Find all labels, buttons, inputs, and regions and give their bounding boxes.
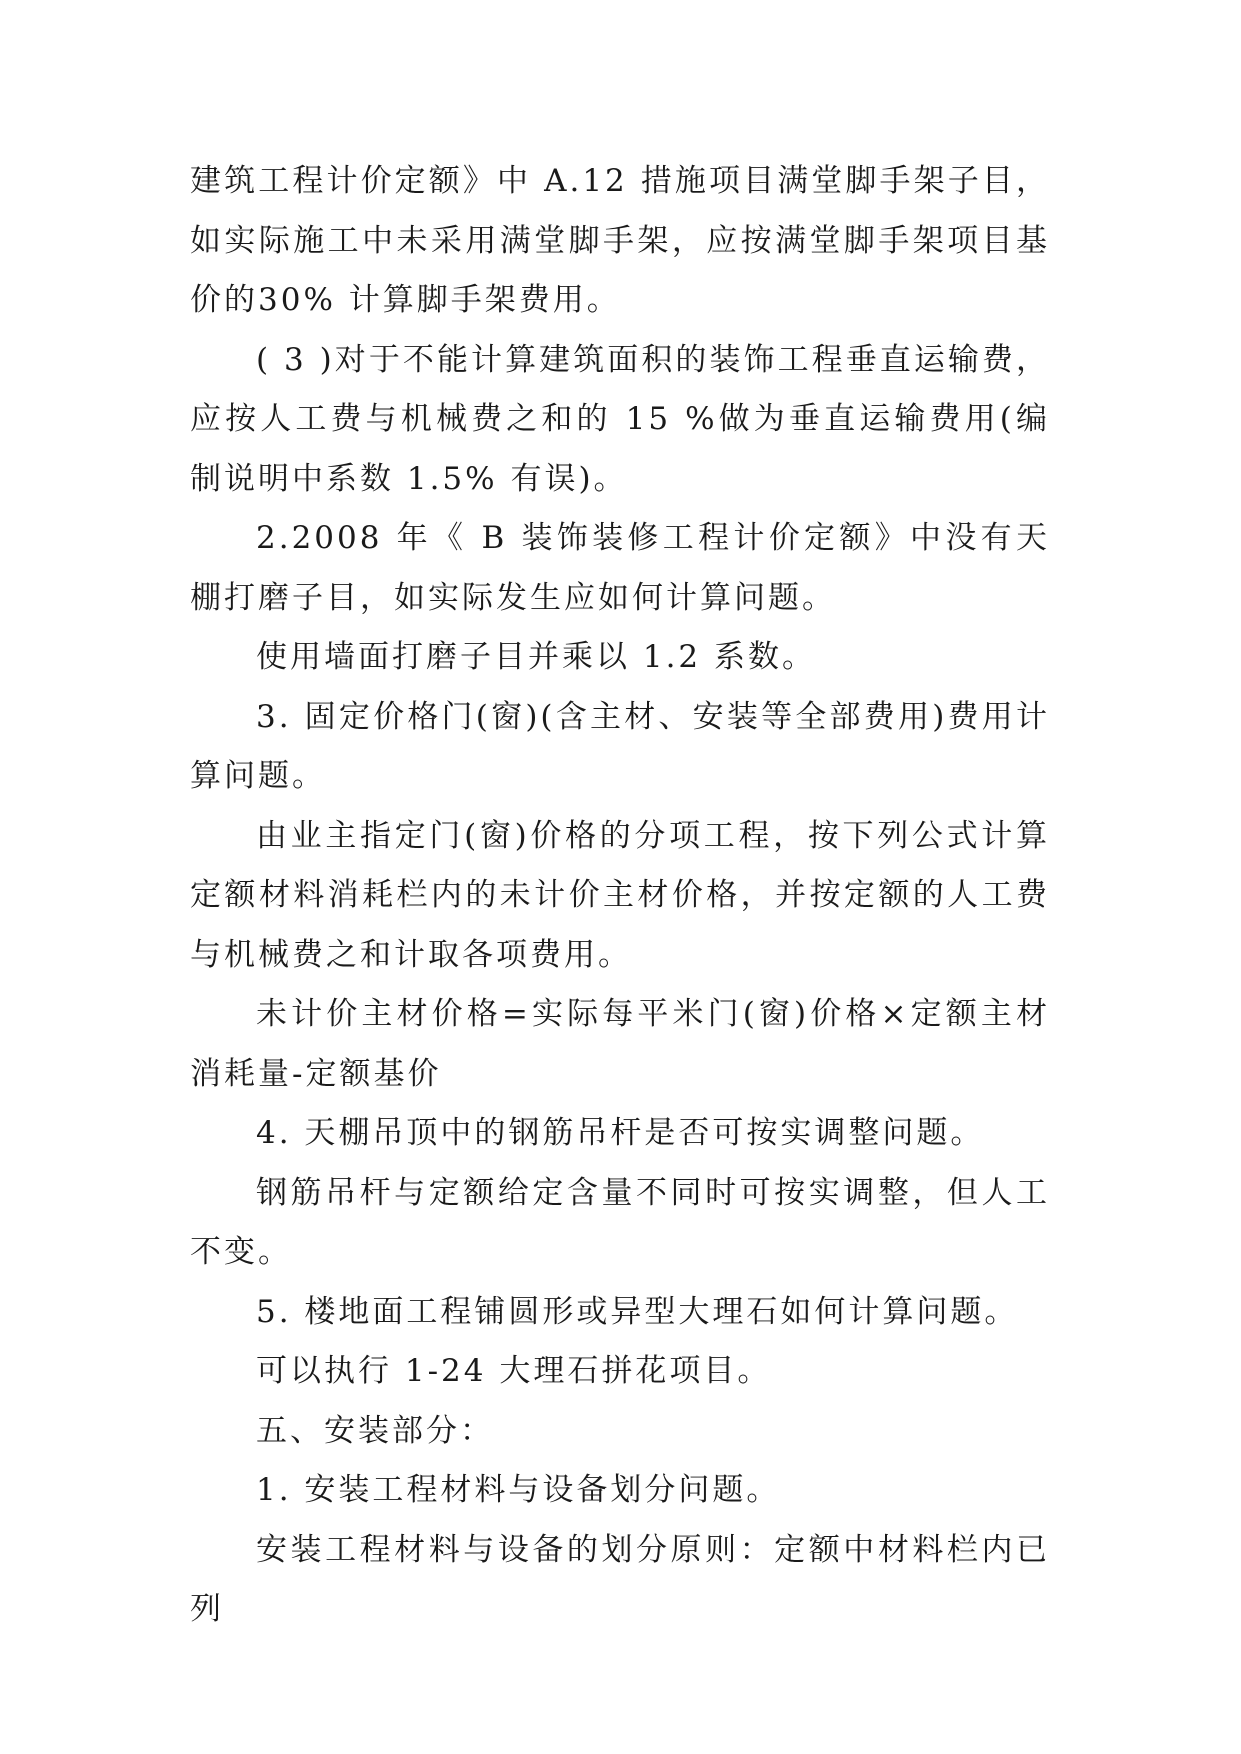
section-heading-installation: 五、安装部分： — [256, 1412, 494, 1449]
paragraph-2: ( 3 )对于不能计算建筑面积的装饰工程垂直运输费，应按人工费与机械费之和的 15 %做为垂直运输费用(编制说明中系数 1.5% 有误)。 — [190, 341, 1050, 497]
paragraph-4: 使用墙面打磨子目并乘以 1.2 系数。 — [256, 639, 817, 675]
paragraph-11: 可以执行 1-24 大理石拼花项目。 — [256, 1353, 772, 1389]
paragraph-7: 未计价主材价格=实际每平米门(窗)价格×定额主材消耗量-定额基价 — [190, 996, 1050, 1092]
paragraph-10: 5. 楼地面工程铺圆形或异型大理石如何计算问题。 — [256, 1293, 1019, 1330]
paragraph-5: 3. 固定价格门(窗)(含主材、安装等全部费用)费用计算问题。 — [190, 698, 1050, 794]
paragraph-1: 建筑工程计价定额》中 A.12 措施项目满堂脚手架子目，如实际施工中未采用满堂脚手架，应按满堂脚手架项目基价的30% 计算脚手架费用。 — [190, 163, 1050, 318]
document-body — [190, 152, 1050, 1640]
paragraph-8: 4. 天棚吊顶中的钢筋吊杆是否可按实调整问题。 — [256, 1115, 985, 1151]
paragraph-9: 钢筋吊杆与定额给定含量不同时可按实调整，但人工不变。 — [190, 1174, 1050, 1270]
paragraph-6: 由业主指定门(窗)价格的分项工程，按下列公式计算定额材料消耗栏内的未计价主材价格，并按定额的人工费与机械费之和计取各项费用。 — [190, 817, 1050, 973]
paragraph-3: 2.2008 年《 B 装饰装修工程计价定额》中没有天棚打磨子目，如实际发生应如何计算问题。 — [190, 520, 1050, 616]
paragraph-14: 安装工程材料与设备的划分原则：定额中材料栏内已列 — [190, 1531, 1050, 1627]
paragraph-13: 1. 安装工程材料与设备划分问题。 — [256, 1472, 781, 1508]
